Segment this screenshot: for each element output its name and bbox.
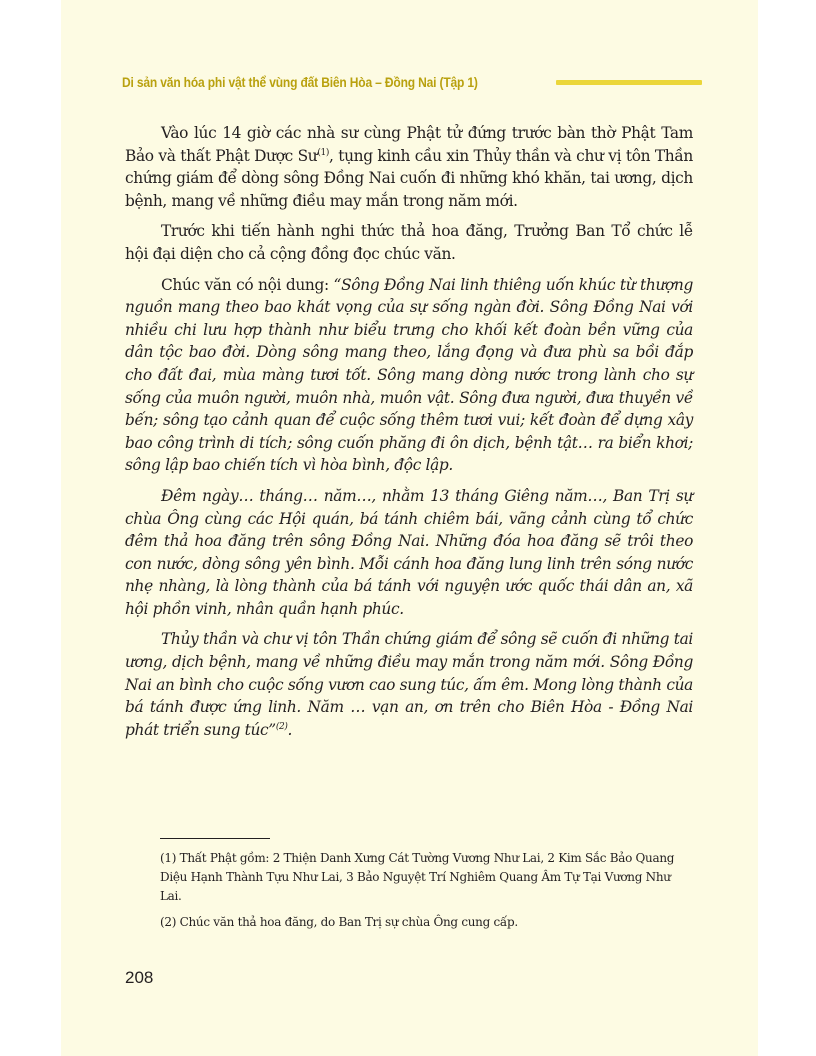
paragraph-5: Thủy thần và chư vị tôn Thần chứng giám để sông sẽ cuốn đi những tai ương, dịch bệnh, mang về những điều may mắn trong năm mới. Sông Đồng Nai an bình cho cuộc sống vươn cao sung túc, ấm êm. Mong lòng thành của bá tánh được ứng linh. Năm … vạn an, ơn trên cho Biên Hòa - Đồng Nai phát triển sung túc”$^{(2)}$. bbox=[125, 630, 693, 739]
paragraph-4: Đêm ngày… tháng… năm…, nhằm 13 tháng Giêng năm…, Ban Trị sự chùa Ông cùng các Hội quán, bá tánh chiêm bái, vãng cảnh cùng tổ chức đêm thả hoa đăng trên sông Đồng Nai. Những đóa hoa đăng sẽ trôi theo con nước, dòng sông yên bình. Mỗi cánh hoa đăng lung linh trên sóng nước nhẹ nhàng, là lòng thành của bá tánh với nguyện ước quốc thái dân an, xã hội phồn vinh, nhân quần hạnh phúc. bbox=[125, 486, 693, 618]
footnote-rule bbox=[160, 838, 270, 839]
footnote-ref-1: (1) bbox=[317, 147, 330, 158]
paragraph-3: Chúc văn có nội dung: “Sông Đồng Nai linh thiêng uốn khúc từ thượng nguồn mang theo bao khát vọng của sự sống ngàn đời. Sông Đồng Nai với nhiều chi lưu hợp thành như biểu trưng cho khối kết đoàn bền vững của dân tộc bao đời. Dòng sông mang theo, lắng đọng và đưa phù sa bồi đắp cho đất đai, mùa màng tươi tốt. Sông mang dòng nước trong lành cho sự sống của muôn người, muôn nhà, muôn vật. Sông đưa người, đưa thuyền về bến; sông tạo cảnh quan để cuộc sống thêm tươi vui; kết đoàn để dựng xây bao công trình di tích; sông cuốn phăng đi ôn dịch, bệnh tật… ra biển khơi; sông lập bao chiến tích vì hòa bình, độc lập. bbox=[125, 275, 693, 475]
footnote-ref-2: (2) bbox=[275, 721, 288, 732]
paragraph-1: Vào lúc 14 giờ các nhà sư cùng Phật tử đứng trước bàn thờ Phật Tam Bảo và thất Phật Dược $Sư^{(1)}$, tụng kinh cầu xin Thủy thần và chư vị tôn Thần chứng giám để dòng sông Đồng Nai cuốn đi những khó khăn, tai ương, dịch bệnh, mang về những điều may mắn trong năm mới. bbox=[125, 124, 693, 210]
footnotes bbox=[160, 849, 693, 939]
page-number: 208 bbox=[125, 968, 154, 987]
footnote-1: (1) Thất Phật gồm: 2 Thiện Danh Xưng Cát Tường Vương Như Lai, 2 Kim Sắc Bảo Quang Diệu Hạnh Thành Tựu Như Lai, 3 Bảo Nguyệt Trí Nghiêm Quang Âm Tự Tại Vương Như Lai. bbox=[160, 851, 675, 903]
paragraph-2: Trước khi tiến hành nghi thức thả hoa đăng, Trưởng Ban Tổ chức lễ hội đại diện cho cả cộng đồng đọc chúc văn. bbox=[125, 222, 693, 263]
body-text bbox=[125, 122, 693, 749]
header-rule bbox=[556, 80, 702, 85]
footnote-2: (2) Chúc văn thả hoa đăng, do Ban Trị sự chùa Ông cung cấp. bbox=[160, 915, 518, 929]
running-header bbox=[122, 71, 702, 93]
header-title: Di sản văn hóa phi vật thể vùng đất Biên Hòa – Đồng Nai (Tập 1) bbox=[122, 74, 478, 90]
quote-start: “Sông Đồng Nai linh thiêng uốn khúc từ thượng nguồn mang theo bao khát vọng của sự sống ngàn đời. Sông Đồng Nai với nhiều chi lưu hợp thành như biểu trưng cho khối kết đoàn bền vững của dân tộc bao đời. Dòng sông mang theo, lắng đọng và đưa phù sa bồi đắp cho đất đai, mùa màng tươi tốt. Sông mang dòng nước trong lành cho sự sống của muôn người, muôn nhà, muôn vật. Sông đưa người, đưa thuyền về bến; sông tạo cảnh quan để cuộc sống thêm tươi vui; kết đoàn để dựng xây bao công trình di tích; sông cuốn phăng đi ôn dịch, bệnh tật… ra biển khơi; sông lập bao chiến tích vì hòa bình, độc lập. bbox=[125, 275, 693, 475]
